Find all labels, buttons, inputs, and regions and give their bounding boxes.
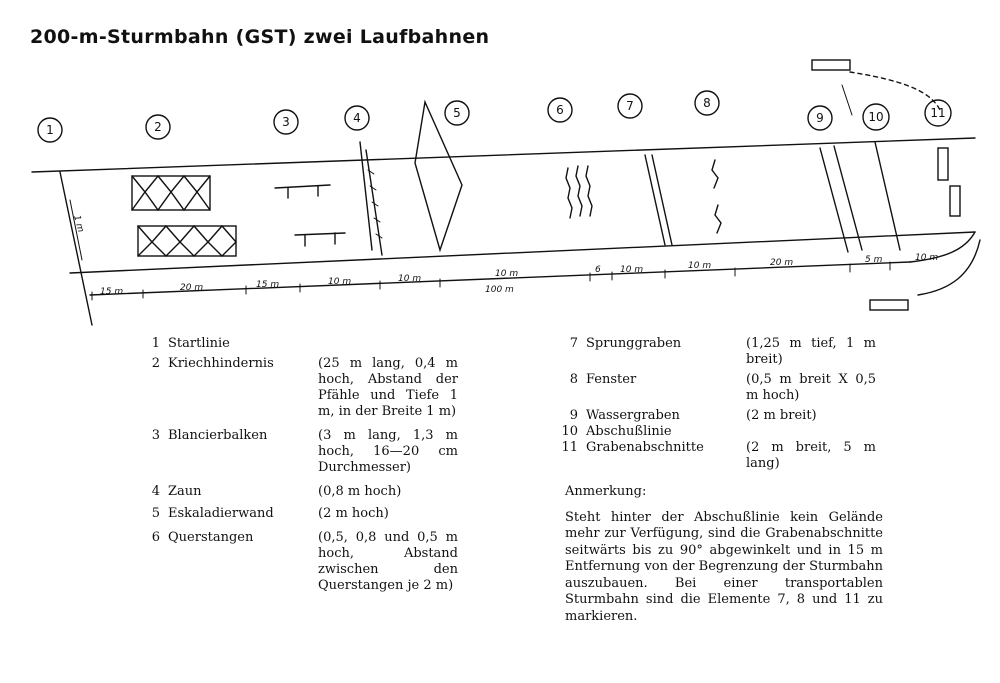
station-marker: [274, 110, 298, 134]
legend-item: 2 Kriechhindernis (25 m lang, 0,4 m hoch, Abstand der Pfähle und Tiefe 1 m, in der Breite 1 m): [151, 356, 458, 419]
segment-label: 10 m: [328, 277, 352, 287]
page-title: 200-m-Sturmbahn (GST) zwei Laufbahnen: [30, 26, 490, 48]
cross-bars: [566, 166, 592, 218]
segment-label: 20 m: [180, 283, 204, 293]
segment-label: 10 m: [688, 261, 712, 271]
svg-text:1: 1: [46, 123, 54, 137]
legend-item: 5 Eskaladierwand (2 m hoch): [151, 506, 389, 521]
segment-label: 5 m: [865, 255, 883, 265]
station-markers: [38, 91, 951, 142]
note-text: Steht hinter der Abschußlinie kein Gelände mehr zur Verfügung, sind die Grabenabschnitte seitwärts bis zu 90° abgewinkelt und in 15 m Entfernung von der Begrenzung der Sturmbahn auszubauen. Bei einer transportablen Sturmbahn sind die Elemente 7, 8 und 11 zu markieren.: [565, 509, 883, 624]
finish-line: [875, 142, 900, 250]
svg-text:4: 4: [353, 111, 361, 125]
station-marker: [445, 101, 469, 125]
svg-text:10: 10: [868, 110, 884, 124]
station-marker: [345, 106, 369, 130]
segment-label: 10 m: [620, 265, 644, 275]
legend-item: 1 Startlinie: [151, 336, 230, 351]
legend-item: 6 Querstangen (0,5, 0,8 und 0,5 m hoch, Abstand zwischen den Querstangen je 2 m): [151, 530, 458, 593]
note-block: [565, 484, 883, 625]
trench-sections: [812, 60, 960, 310]
legend-item: 7 Sprunggraben (1,25 m tief, 1 m breit): [569, 336, 876, 367]
total-length-label: 100 m: [485, 285, 514, 295]
note-heading: Anmerkung:: [565, 484, 647, 499]
svg-text:6: 6: [556, 103, 564, 117]
svg-text:9: 9: [816, 111, 824, 125]
legend-item: 9 Wassergraben (2 m breit): [569, 408, 817, 423]
water-ditch: [820, 146, 862, 252]
station-marker: [695, 91, 719, 115]
track-outline: [32, 138, 980, 325]
segment-label: 10 m: [398, 274, 422, 284]
legend-item: 4 Zaun (0,8 m hoch): [151, 484, 402, 499]
segment-label: 15 m: [100, 287, 124, 297]
segment-label: 6: [595, 265, 601, 275]
station-marker: [548, 98, 572, 122]
legend-item: 10 Abschußlinie: [561, 424, 672, 439]
segment-label: 10 m: [495, 269, 519, 279]
svg-text:7: 7: [626, 99, 634, 113]
height-label: 1 m: [71, 214, 86, 234]
legend-item: 8 Fenster (0,5 m breit X 0,5 m hoch): [569, 372, 876, 403]
svg-text:2: 2: [154, 120, 162, 134]
station-marker: [808, 106, 832, 130]
segment-label: 15 m: [256, 280, 280, 290]
balance-beams: [275, 185, 345, 246]
station-marker: [863, 104, 889, 130]
station-marker: [618, 94, 642, 118]
jump-ditch: [645, 155, 672, 245]
segment-label: 20 m: [770, 258, 794, 268]
crawl-obstacle: [132, 176, 236, 256]
svg-text:5: 5: [453, 106, 461, 120]
legend-right: [554, 336, 876, 472]
station-marker: [38, 118, 62, 142]
svg-text:11: 11: [930, 106, 946, 120]
svg-text:3: 3: [282, 115, 290, 129]
window-obstacle: [712, 160, 721, 233]
station-marker: [925, 100, 951, 126]
legend-item: 11 Grabenabschnitte (2 m breit, 5 m lang): [561, 440, 876, 471]
legend-item: 3 Blancierbalken (3 m lang, 1,3 m hoch, 16—20 cm Durchmesser): [151, 428, 458, 475]
legend-left: [142, 336, 458, 594]
station-marker: [146, 115, 170, 139]
segment-label: 10 m: [915, 253, 939, 263]
svg-text:8: 8: [703, 96, 711, 110]
